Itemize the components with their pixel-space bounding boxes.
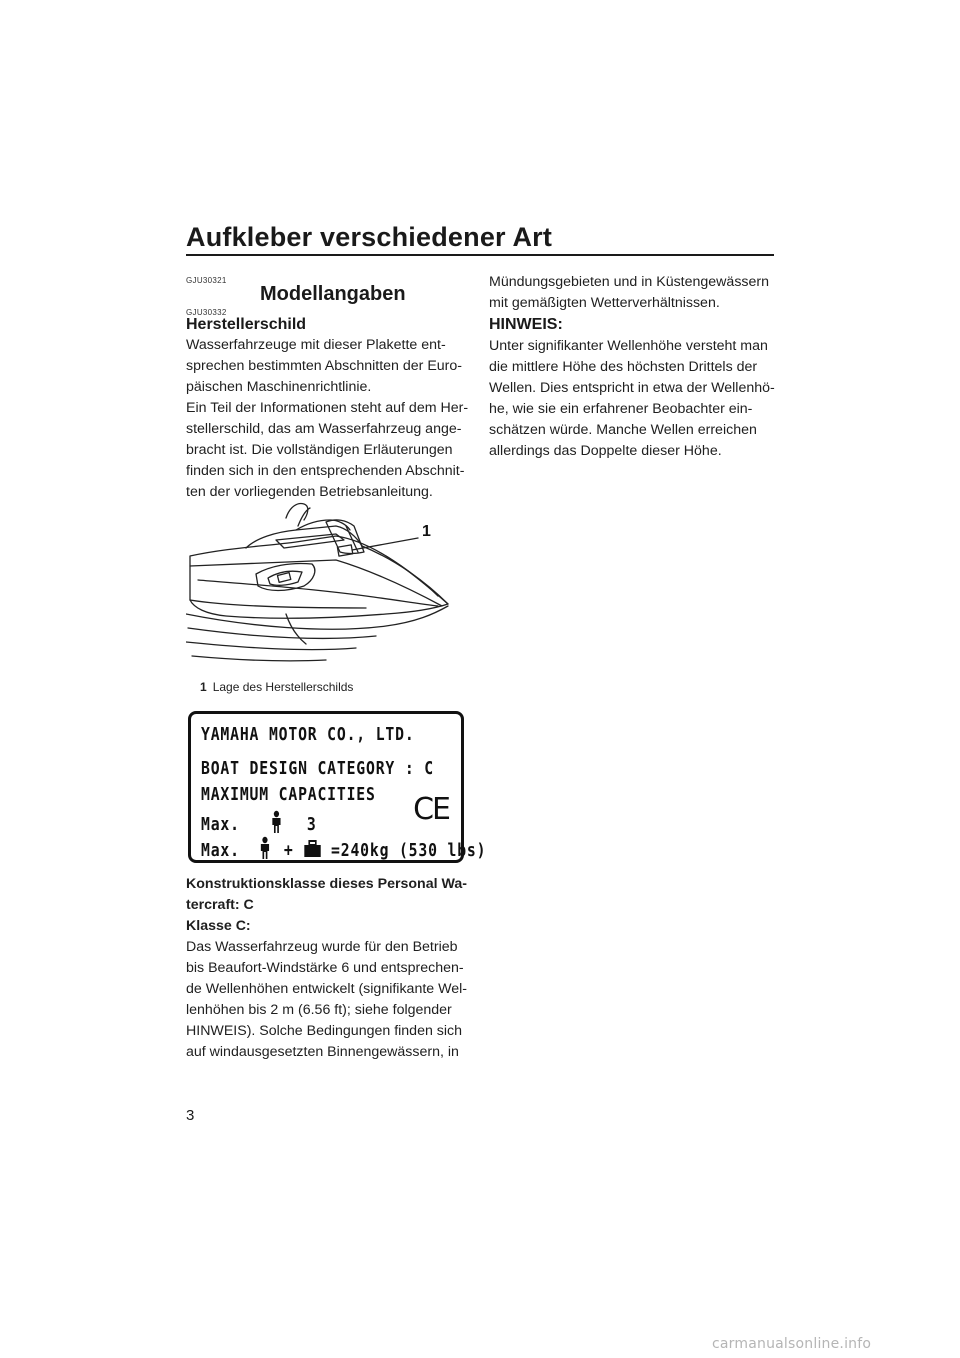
intro-paragraph xyxy=(186,335,486,503)
text-line: schätzen würde. Manche Wellen erreichen xyxy=(489,422,757,438)
page-title: Aufkleber verschiedener Art xyxy=(186,222,553,252)
text-line: Wasserfahrzeuge mit dieser Plakette ent- xyxy=(186,337,446,353)
text-line: mit gemäßigten Wetterverhältnissen. xyxy=(489,295,720,311)
text-line: Das Wasserfahrzeug wurde für den Betrieb xyxy=(186,939,458,955)
text-line: Unter signifikanter Wellenhöhe versteht man xyxy=(489,338,768,354)
subsection-title: Herstellerschild xyxy=(186,316,307,333)
text-line: allerdings das Doppelte dieser Höhe. xyxy=(489,443,722,459)
text-line: tercraft: C xyxy=(186,897,254,913)
plate-max-load xyxy=(201,836,486,861)
page-number: 3 xyxy=(186,1107,195,1124)
plate-persons-value: 3 xyxy=(306,814,317,835)
class-description xyxy=(186,937,486,1063)
text-line: de Wellenhöhen entwickelt (signifikante Wel- xyxy=(186,981,468,997)
text-line: ten der vorliegenden Betriebsanleitung. xyxy=(186,484,433,500)
ce-mark: CE xyxy=(413,792,449,827)
caption-text: Lage des Herstellerschilds xyxy=(212,680,354,694)
note-paragraph xyxy=(489,336,789,462)
text-line: päischen Maschinenrichtlinie. xyxy=(186,379,372,395)
text-line: Wellen. Dies entspricht in etwa der Wellenhö- xyxy=(489,380,775,396)
text-line: bis Beaufort-Windstärke 6 und entsprechen- xyxy=(186,960,464,976)
note-heading: HINWEIS: xyxy=(489,316,563,333)
person-icon xyxy=(268,810,286,834)
caption-number: 1 xyxy=(200,680,207,694)
text-line: lenhöhen bis 2 m (6.56 ft); siehe folgender xyxy=(186,1002,452,1018)
continued-paragraph xyxy=(489,272,789,314)
subsection-code: GJU30332 xyxy=(186,308,227,317)
text-line: sprechen bestimmten Abschnitten der Euro- xyxy=(186,358,463,374)
watermark: carmanualsonline.info xyxy=(712,1336,872,1352)
header-rule xyxy=(186,254,774,256)
plate-manufacturer: YAMAHA MOTOR CO., LTD. xyxy=(201,724,415,745)
text-line: Ein Teil der Informationen steht auf dem Her- xyxy=(186,400,469,416)
text-line: die mittlere Höhe des höchsten Drittels der xyxy=(489,359,758,375)
text-line: finden sich in den entsprechenden Abschnit- xyxy=(186,463,465,479)
section-title: Modellangaben xyxy=(260,283,406,305)
watercraft-illustration xyxy=(186,496,466,676)
text-line: he, wie sie ein erfahrener Beobachter ein- xyxy=(489,401,753,417)
figure-caption xyxy=(200,680,353,694)
plate-max-persons xyxy=(201,810,317,835)
text-line: auf windausgesetzten Binnengewässern, in xyxy=(186,1044,459,1060)
luggage-icon xyxy=(303,840,321,858)
text-line: stellerschild, das am Wasserfahrzeug ange- xyxy=(186,421,462,437)
category-statement xyxy=(186,874,486,937)
text-line: Klasse C: xyxy=(186,918,251,934)
plate-plus: + xyxy=(283,840,294,861)
person-icon xyxy=(256,836,274,860)
section-code: GJU30321 xyxy=(186,276,227,285)
plate-max-capacities: MAXIMUM CAPACITIES xyxy=(201,784,376,805)
manufacturer-plate xyxy=(188,711,487,863)
text-line: Konstruktionsklasse dieses Personal Wa- xyxy=(186,876,467,892)
plate-load-value: =240kg (530 lbs) xyxy=(331,840,487,861)
text-line: Mündungsgebieten und in Küstengewässern xyxy=(489,274,770,290)
plate-design-category: BOAT DESIGN CATEGORY : C xyxy=(201,758,434,779)
text-line: HINWEIS). Solche Bedingungen finden sich xyxy=(186,1023,463,1039)
text-line: bracht ist. Die vollständigen Erläuterungen xyxy=(186,442,453,458)
plate-max-label: Max. xyxy=(201,840,240,861)
figure-callout-number: 1 xyxy=(422,523,431,540)
plate-max-label: Max. xyxy=(201,814,240,835)
